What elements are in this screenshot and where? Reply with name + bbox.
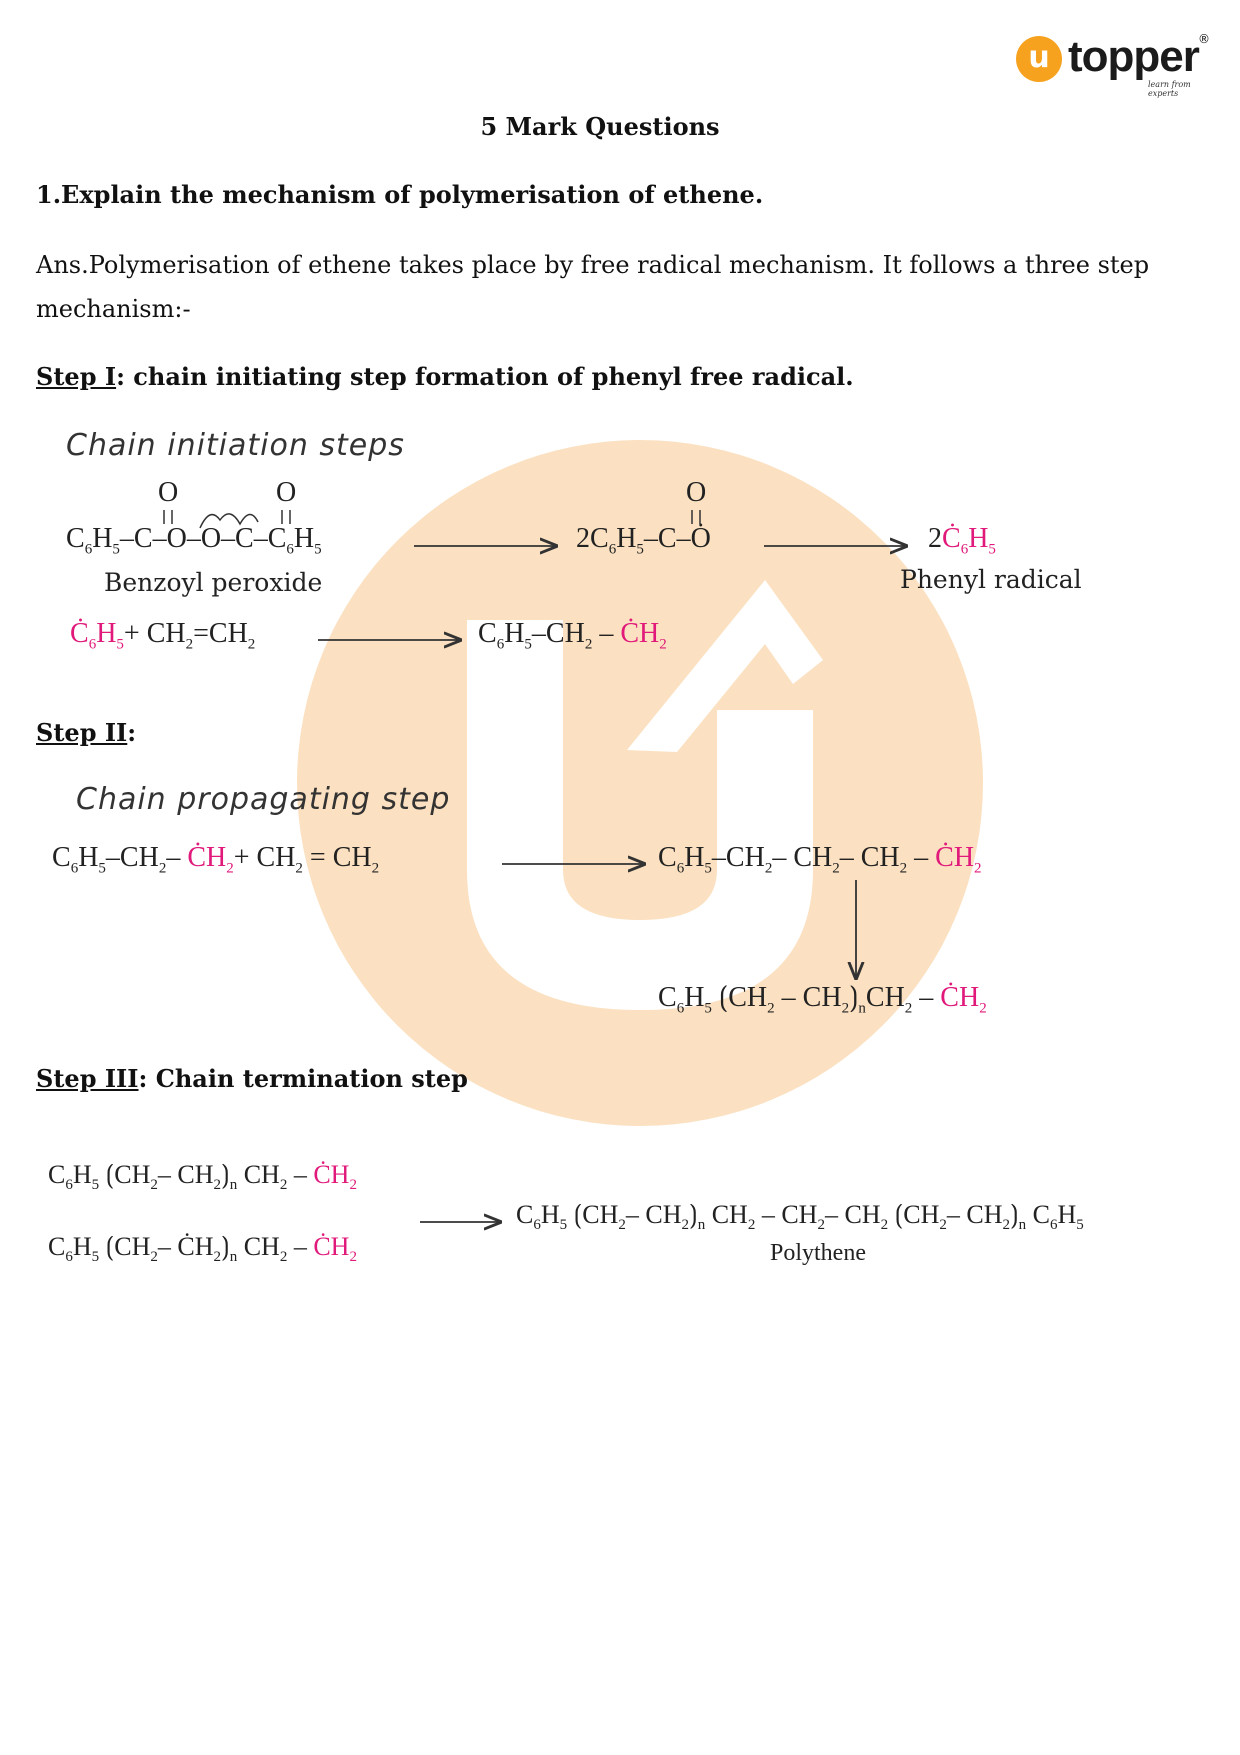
carbonyl-oxygen-3: O [686, 477, 707, 508]
phenyl-radical-label: Phenyl radical [900, 565, 1082, 594]
polythene-label: Polythene [770, 1240, 866, 1266]
figure-1-heading: Chain initiation steps [66, 428, 405, 463]
benzoyl-peroxide-label: Benzoyl peroxide [104, 568, 323, 597]
page-title: 5 Mark Questions [480, 112, 720, 141]
carbonyl-oxygen-1: O [158, 477, 179, 508]
initiation-reactants-formula: $Ċ_6H_5+ CH_2=CH_2$ [70, 618, 256, 653]
step-2-text: : [127, 718, 137, 747]
brand-mark-icon: u [1016, 36, 1062, 82]
question-text: 1.Explain the mechanism of polymerisation of ethene. [36, 180, 764, 209]
propagation-product-formula: $C_6H_5-CH_2-$ $CH_2-$ $CH_2$ – $ĊH_2$ [658, 842, 982, 877]
step-1-text: : chain initiating step formation of phenyl free radical. [116, 362, 854, 391]
brand-tagline: learn from experts [1148, 80, 1191, 98]
benzoyloxy-radical-formula: $2C_6H_5-C-Ȯ$ [576, 523, 711, 558]
answer-text: Ans.Polymerisation of ethene takes place by free radical mechanism. It follows a three step mechanism:- [36, 251, 1150, 323]
growing-chain-formula: $C_6H_5$ $⟮CH_2$ – $CH_2⟯_nCH_2$ – $ĊH_2$ [658, 982, 987, 1017]
brand-registered: ® [1198, 32, 1210, 46]
step-3-text: : Chain termination step [138, 1064, 468, 1093]
step-3-label: Step III [36, 1064, 139, 1093]
benzoyl-peroxide-formula: $C_6H_5-C-O-O-C-C_6H_5$ [66, 523, 322, 558]
phenyl-radical-formula: $2Ċ_6H_5$ [928, 523, 996, 558]
carbonyl-oxygen-2: O [276, 477, 297, 508]
step-2-label: Step II [36, 718, 128, 747]
step-1-label: Step I [36, 362, 117, 391]
polythene-formula: $C_6H_5$ $⟮CH_2-$ $CH_2⟯_n$ $CH_2 - CH_2-$ $CH_2$ $⟮CH_2-$ $CH_2⟯_n$ $C_6H_5$ [516, 1200, 1084, 1234]
termination-reactant-2-formula: $C_6H_5$ $⟮CH_2-$ $ĊH_2⟯_n$ $CH_2$ – $ĊH_2$ [48, 1232, 357, 1266]
initiation-product-formula: $C_6H_5-CH_2$ – $ĊH_2$ [478, 618, 667, 653]
termination-reactant-1-formula: $C_6H_5$ $⟮CH_2-$ $CH_2⟯_n$ $CH_2$ – $ĊH_2$ [48, 1160, 357, 1194]
propagation-reactants-formula: $C_6H_5-CH_2-$ $ĊH_2+ CH_2 = CH_2$ [52, 842, 380, 877]
brand-name: topper [1068, 32, 1199, 81]
figure-2-heading: Chain propagating step [76, 782, 451, 817]
